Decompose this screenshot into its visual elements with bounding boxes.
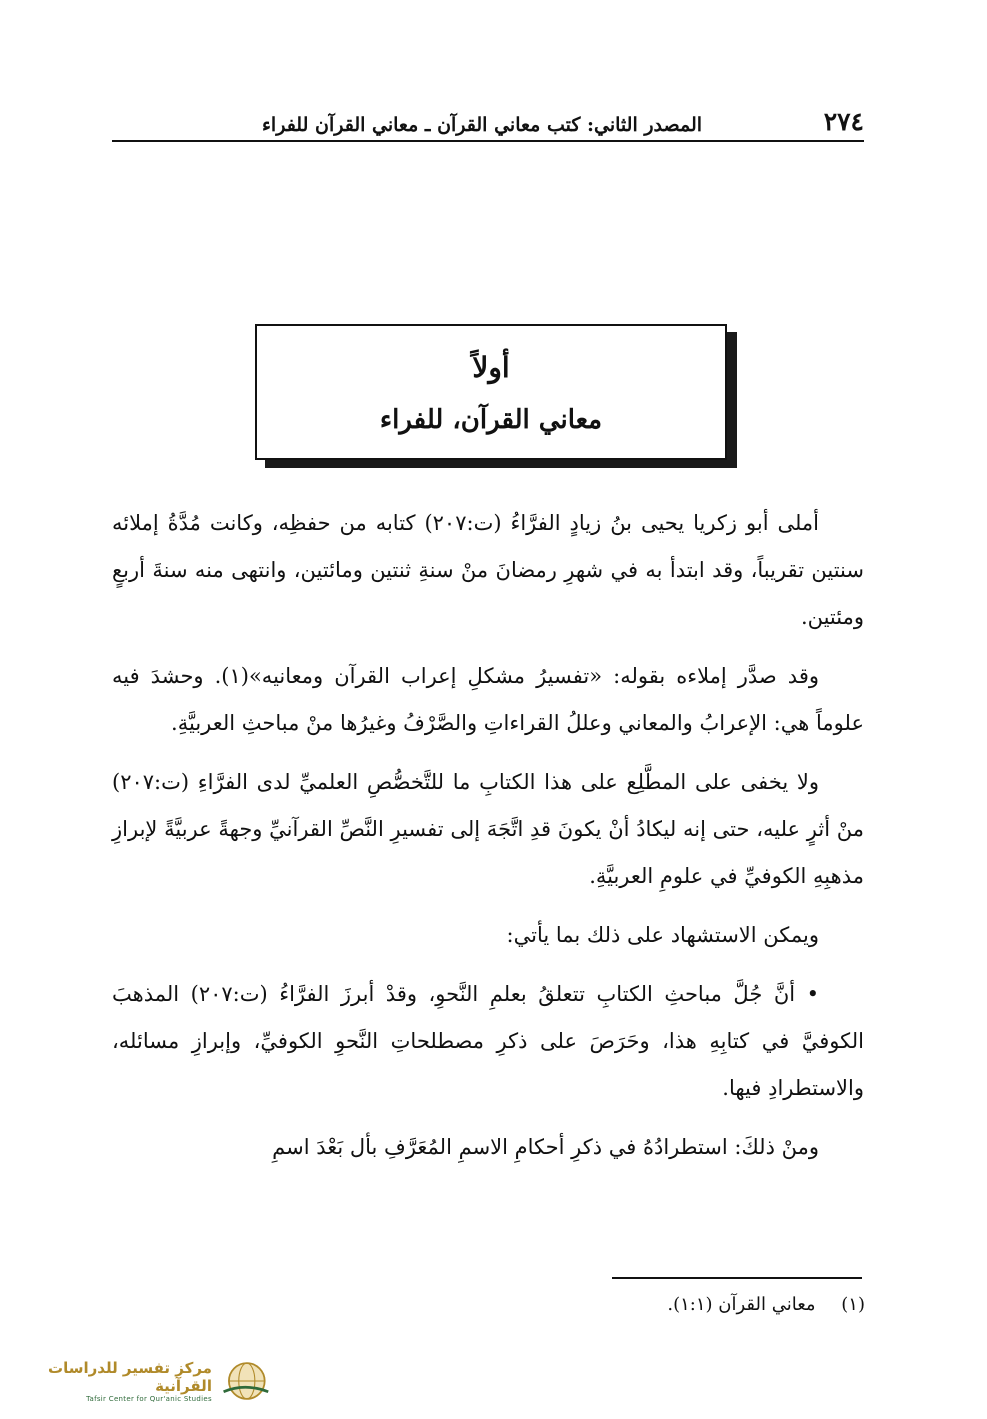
publisher-logo <box>10 1352 270 1410</box>
footnote <box>667 1290 865 1320</box>
footnote-number: (١) <box>841 1294 865 1315</box>
section-title-box <box>255 324 727 460</box>
paragraph-6: ومنْ ذلكَ: استطرادُهُ في ذكرِ أحكامِ الاسمِ المُعَرَّفِ بأل بَعْدَ اسمِ <box>272 1135 819 1159</box>
paragraph-2: وقد صدَّر إملاءه بقوله: «تفسيرُ مشكلِ إعراب القرآن ومعانيه»(١). وحشدَ فيه علوماً هي: الإعرابُ والمعاني وعللُ القراءاتِ والصَّرْفُ وغيرُها منْ مباحثِ العربيَّةِ. <box>112 664 864 735</box>
footnote-divider <box>612 1277 862 1279</box>
section-ordinal: أولاً <box>472 351 510 384</box>
bullet-paragraph: • أنَّ جُلَّ مباحثِ الكتابِ تتعلقُ بعلمِ النَّحوِ، وقدْ أبرزَ الفرَّاءُ (ت:٢٠٧) المذهبَ الكوفيَّ في كتابِهِ هذا، وحَرَصَ على ذكرِ مصطلحاتِ النَّحوِ الكوفيِّ، وإبرازِ مسائله، والاستطرادِ فيها. <box>112 982 864 1100</box>
globe-logo-icon <box>220 1357 270 1405</box>
page-number: ٢٧٤ <box>823 107 864 136</box>
paragraph-4: ويمكن الاستشهاد على ذلك بما يأتي: <box>506 923 819 947</box>
page-header <box>112 108 864 142</box>
logo-text <box>10 1359 212 1403</box>
body-text <box>112 500 864 1183</box>
logo-arabic-name: مركز تفسير للدراسات القرآنية <box>48 1359 212 1395</box>
logo-english-name: Tafsir Center for Qur'anic Studies <box>86 1395 212 1403</box>
paragraph-3: ولا يخفى على المطَّلِع على هذا الكتابِ ما للتَّخصُّصِ العلميِّ لدى الفرَّاءِ (ت:٢٠٧) منْ أثرٍ عليه، حتى إنه ليكادُ أنْ يكونَ قدِ اتَّجَهَ إلى تفسيرِ النَّصِّ القرآنيِّ وجهةً عربيَّةً لإبرازِ مذهبِهِ الكوفيِّ في علومِ العربيَّةِ. <box>112 770 864 888</box>
paragraph-1: أملى أبو زكريا يحيى بنُ زيادٍ الفرَّاءُ (ت:٢٠٧) كتابه من حفظِه، وكانت مُدَّةُ إملائه سنتين تقريباً، وقد ابتدأ به في شهرِ رمضانَ منْ سنةِ ثنتين ومائتين، وانتهى منه سنةَ أربعٍ ومئتين. <box>112 511 864 629</box>
section-title: معاني القرآن، للفراء <box>379 405 603 435</box>
footnote-text: معاني القرآن (١:١). <box>667 1294 816 1315</box>
running-title: المصدر الثاني: كتب معاني القرآن ـ معاني القرآن للفراء <box>262 114 703 136</box>
